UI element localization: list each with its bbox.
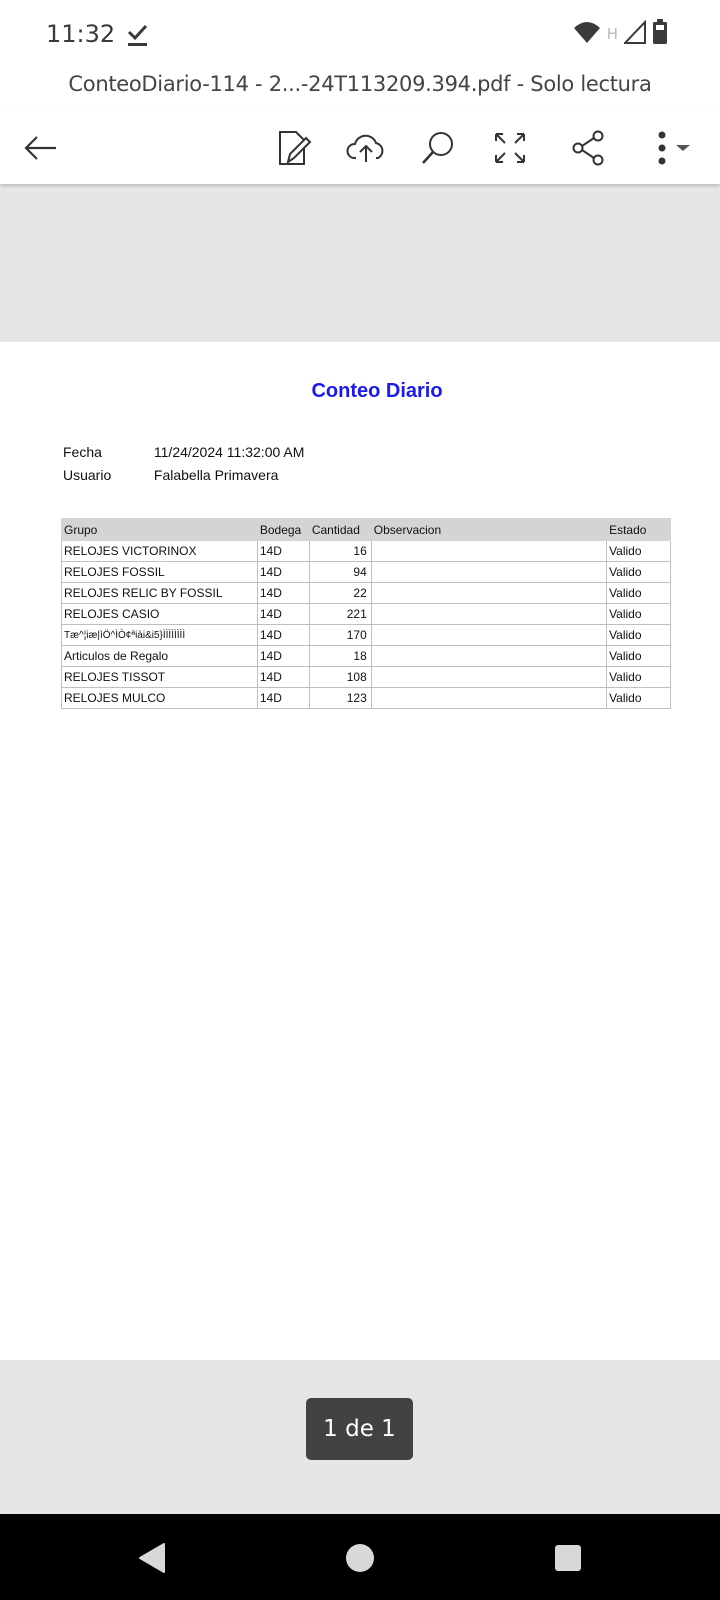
- cell-cantidad: 108: [309, 667, 371, 688]
- document-title: ConteoDiario-114 - 2...-24T113209.394.pdf - Solo lectura: [68, 72, 652, 96]
- nav-recents-icon: [553, 1543, 583, 1573]
- more-vert-icon: [652, 130, 696, 166]
- cell-grupo: RELOJES MULCO: [62, 688, 258, 709]
- table-row: [62, 667, 671, 688]
- cell-grupo: Articulos de Regalo: [62, 646, 258, 667]
- share-button[interactable]: [564, 124, 612, 172]
- page-indicator: 1 de 1: [306, 1398, 413, 1460]
- edit-document-icon: [276, 128, 312, 168]
- battery-icon: [652, 19, 668, 50]
- cell-estado: Valido: [607, 667, 671, 688]
- nav-back-icon: [137, 1542, 167, 1574]
- network-type-label: H: [606, 25, 618, 43]
- table-row: [62, 625, 671, 646]
- table-row: [62, 604, 671, 625]
- cell-grupo: RELOJES VICTORINOX: [62, 541, 258, 562]
- nav-home-icon: [344, 1542, 376, 1574]
- nav-back-button[interactable]: [132, 1538, 172, 1578]
- cell-cantidad: 22: [309, 583, 371, 604]
- cell-bodega: 14D: [257, 541, 309, 562]
- report-title: Conteo Diario: [311, 380, 443, 402]
- cell-bodega: 14D: [257, 667, 309, 688]
- cell-estado: Valido: [607, 688, 671, 709]
- report-table: [61, 518, 671, 709]
- cloud-upload-icon: [346, 132, 386, 164]
- nav-recents-button[interactable]: [548, 1538, 588, 1578]
- table-row: [62, 583, 671, 604]
- cell-estado: Valido: [607, 562, 671, 583]
- cell-observacion: [371, 688, 606, 709]
- cell-grupo: Tæ^¦iæ|ìÖ^ÌÒ¢ªiài&i5}ÌÌÌÌÌÌÌÌ: [62, 625, 258, 646]
- status-time: 11:32: [46, 20, 116, 48]
- search-icon: [420, 130, 456, 166]
- cell-bodega: 14D: [257, 562, 309, 583]
- toolbar: [0, 112, 720, 184]
- cell-bodega: 14D: [257, 688, 309, 709]
- cell-bodega: 14D: [257, 604, 309, 625]
- signal-icon: [624, 20, 646, 49]
- cell-estado: Valido: [607, 604, 671, 625]
- table-header-row: [62, 519, 671, 541]
- expand-icon: [493, 131, 527, 165]
- usuario-row: [63, 467, 278, 483]
- back-button[interactable]: [16, 124, 64, 172]
- cell-bodega: 14D: [257, 625, 309, 646]
- table-row: [62, 541, 671, 562]
- fecha-value: 11/24/2024 11:32:00 AM: [153, 444, 305, 460]
- cell-estado: Valido: [607, 583, 671, 604]
- back-arrow-icon: [22, 134, 58, 162]
- cell-grupo: RELOJES CASIO: [62, 604, 258, 625]
- cell-cantidad: 16: [309, 541, 371, 562]
- cell-observacion: [371, 562, 606, 583]
- table-row: [62, 646, 671, 667]
- cell-cantidad: 94: [309, 562, 371, 583]
- search-button[interactable]: [414, 124, 462, 172]
- cell-estado: Valido: [607, 625, 671, 646]
- more-options-button[interactable]: [646, 124, 702, 172]
- pdf-page[interactable]: [0, 342, 720, 1360]
- download-complete-icon: [126, 20, 150, 50]
- cell-grupo: RELOJES RELIC BY FOSSIL: [62, 583, 258, 604]
- system-nav-bar: [0, 1514, 720, 1600]
- status-bar: [0, 0, 720, 64]
- nav-home-button[interactable]: [340, 1538, 380, 1578]
- share-icon: [571, 130, 605, 166]
- usuario-label: Usuario: [63, 467, 112, 483]
- fecha-row: [63, 444, 304, 460]
- cell-observacion: [371, 541, 606, 562]
- table-row: [62, 562, 671, 583]
- column-header-cantidad: Cantidad: [309, 519, 371, 541]
- wifi-icon: [573, 20, 601, 49]
- cell-observacion: [371, 583, 606, 604]
- table-row: [62, 688, 671, 709]
- cell-observacion: [371, 667, 606, 688]
- cell-observacion: [371, 646, 606, 667]
- edit-button[interactable]: [270, 124, 318, 172]
- cell-cantidad: 170: [309, 625, 371, 646]
- column-header-grupo: Grupo: [62, 519, 258, 541]
- column-header-bodega: Bodega: [257, 519, 309, 541]
- cell-grupo: RELOJES FOSSIL: [62, 562, 258, 583]
- cell-bodega: 14D: [257, 583, 309, 604]
- fecha-label: Fecha: [63, 444, 102, 460]
- cell-grupo: RELOJES TISSOT: [62, 667, 258, 688]
- cell-cantidad: 18: [309, 646, 371, 667]
- fullscreen-button[interactable]: [486, 124, 534, 172]
- cell-bodega: 14D: [257, 646, 309, 667]
- column-header-observacion: Observacion: [371, 519, 606, 541]
- cell-estado: Valido: [607, 541, 671, 562]
- cell-cantidad: 123: [309, 688, 371, 709]
- status-icons: [573, 20, 668, 48]
- cell-observacion: [371, 625, 606, 646]
- column-header-estado: Estado: [607, 519, 671, 541]
- usuario-value: Falabella Primavera: [153, 467, 279, 483]
- upload-cloud-button[interactable]: [342, 124, 390, 172]
- cell-estado: Valido: [607, 646, 671, 667]
- cell-observacion: [371, 604, 606, 625]
- cell-cantidad: 221: [309, 604, 371, 625]
